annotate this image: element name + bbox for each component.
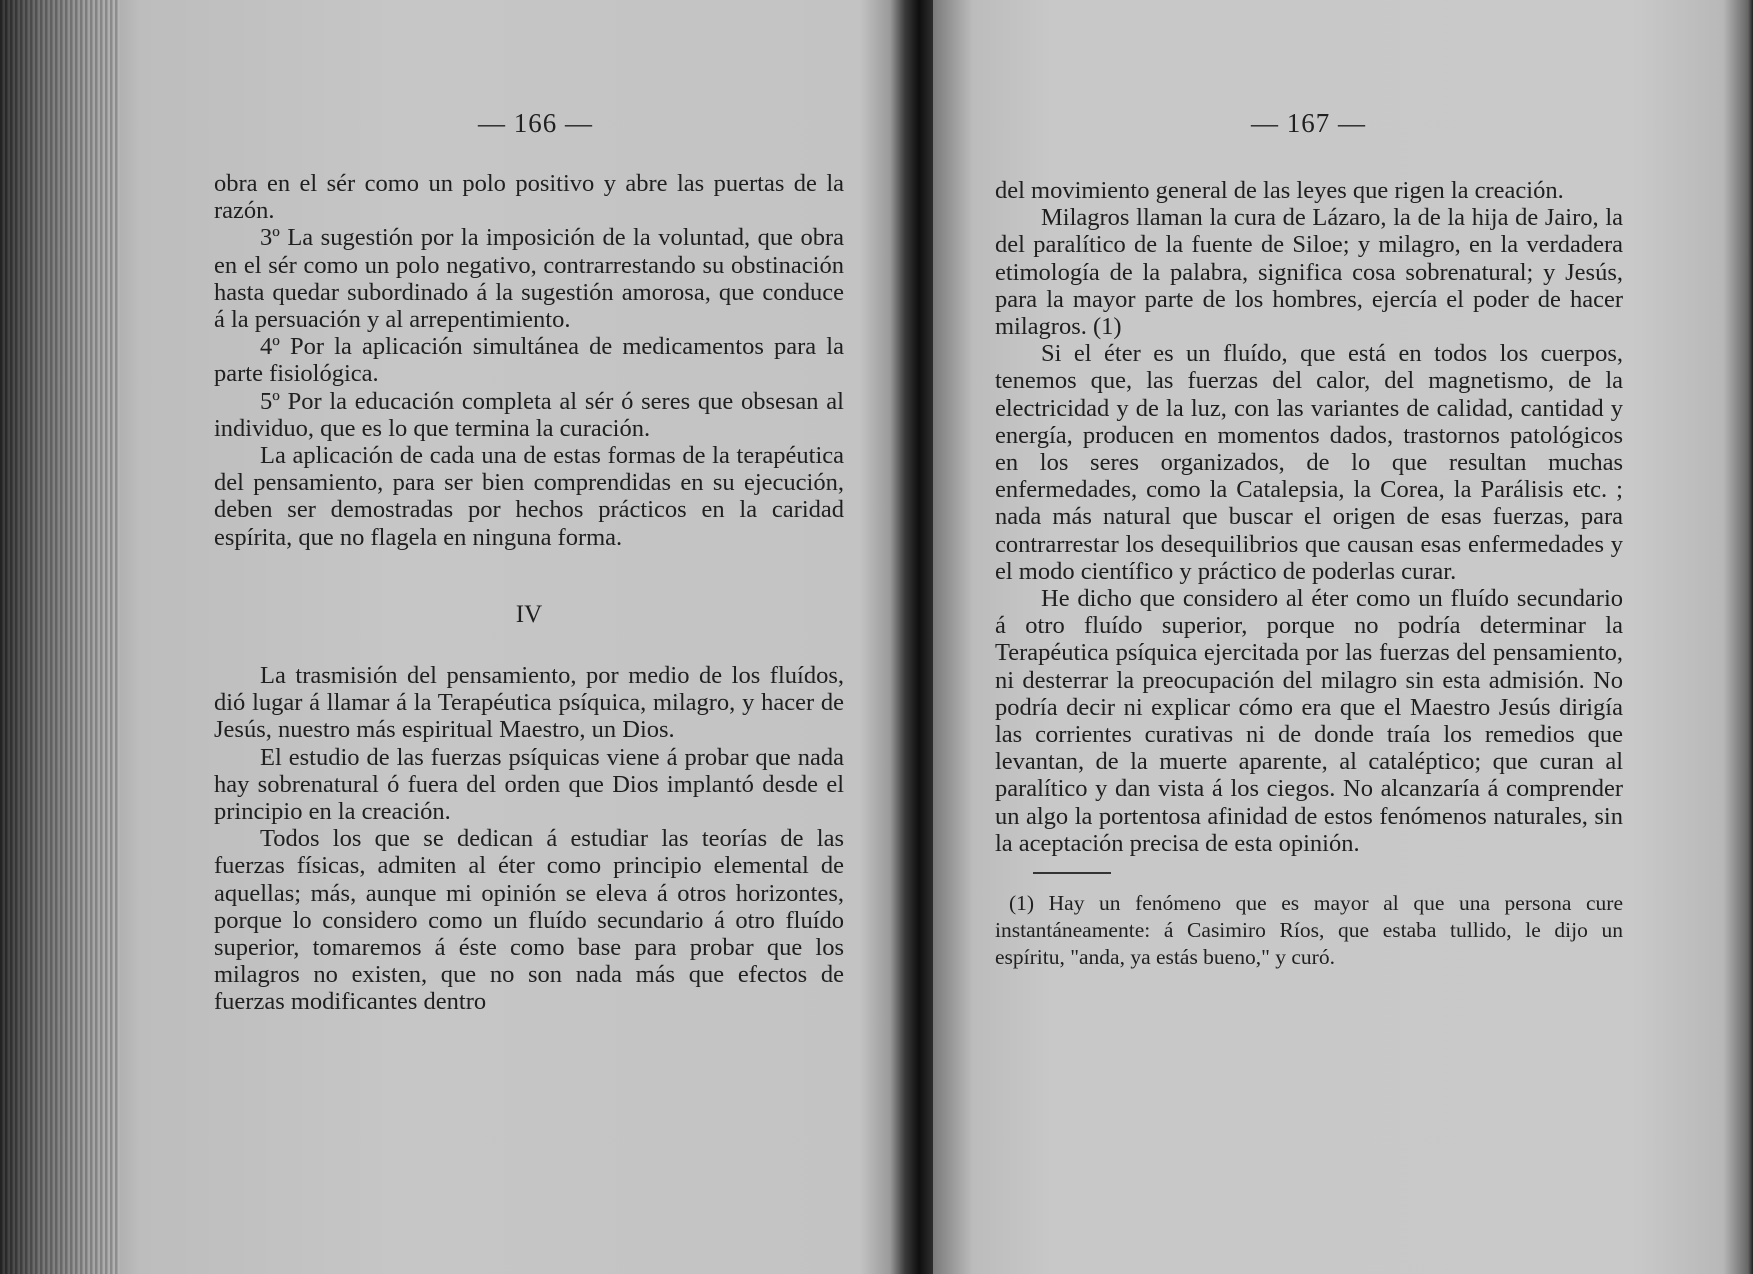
paragraph: He dicho que considero al éter como un fluído secundario á otro fluído superior, porque no podría determinar la Terapéutica psíquica ejercitada por las fuerzas del pensamiento, ni desterrar la preocupación del milagro sin esta admisión. No podría decir ni explicar cómo era que el Maestro Jesús dirigía las corrientes curativas ni de donde traía los remedios que levantan, de la muerte aparente, al cataléptico; que curan al paralítico y dan vista á los ciegos. No alcanzaría á comprender un algo la portentosa afinidad de estos fenómenos naturales, sin la aceptación precisa de esta opinión. <box>995 585 1623 857</box>
paragraph: La trasmisión del pensamiento, por medio de los fluídos, dió lugar á llamar á la Terapéutica psíquica, milagro, y hacer de Jesús, nuestro más espiritual Maestro, un Dios. <box>214 662 844 744</box>
paragraph: 5º Por la educación completa al sér ó seres que obsesan al individuo, que es lo que termina la curación. <box>214 387 844 442</box>
paragraph: del movimiento general de las leyes que rigen la creación. <box>995 177 1564 204</box>
paragraph: 3º La sugestión por la imposición de la voluntad, que obra en el sér como un polo negativo, contrarrestando su obstinación hasta quedar subordinado á la sugestión amorosa, que conduce á la persuación y al arrepentimiento. <box>214 224 844 334</box>
paragraph: Todos los que se dedican á estudiar las teorías de las fuerzas físicas, admiten al éter como principio elemental de aquellas; más, aunque mi opinión se eleva á otros horizontes, porque lo considero como un fluído secundario á otro fluído superior, tomaremos á éste como base para probar que los milagros no existen, que no son nada más que efectos de fuerzas modificantes dentro <box>214 825 844 1016</box>
left-page-text <box>214 170 844 1016</box>
paragraph: Milagros llaman la cura de Lázaro, la de la hija de Jairo, la del paralítico de la fuente de Siloe; y milagro, en la verdadera etimología de la palabra, significa cosa sobrenatural; y Jesús, para la mayor parte de los hombres, ejercía el poder de hacer milagros. (1) <box>995 204 1623 341</box>
paragraph: El estudio de las fuerzas psíquicas viene á probar que nada hay sobrenatural ó fuera del orden que Dios implantó desde el principio en la creación. <box>214 743 844 826</box>
right-page-text <box>995 177 1623 971</box>
footnote <box>995 890 1623 971</box>
paragraph: La aplicación de cada una de estas formas de la terapéutica del pensamiento, para ser bien comprendidas en su ejecución, deben ser demostradas por hechos prácticos en la caridad espírita, que no flagela en ninguna forma. <box>214 442 844 551</box>
book-gutter <box>905 0 933 1274</box>
paragraph: Si el éter es un fluído, que está en todos los cuerpos, tenemos que, las fuerzas del calor, del magnetismo, de la electricidad y de la luz, con las variantes de calidad, cantidad y energía, producen en momentos dados, trastornos patológicos en los seres organizados, de lo que resultan muchas enfermedades, como la Catalepsia, la Corea, la Parálisis etc. ; nada más natural que buscar el origen de esas fuerzas, para contrarrestar los desequilibrios que causan esas enfermedades y el modo científico y práctico de poderlas curar. <box>995 340 1623 585</box>
paragraph: 4º Por la aplicación simultánea de medicamentos para la parte fisiológica. <box>214 333 844 388</box>
section-heading: IV <box>515 600 543 628</box>
page-number: — 166 — <box>478 108 593 138</box>
paragraph: obra en el sér como un polo positivo y abre las puertas de la razón. <box>214 170 844 225</box>
footnote-divider <box>1033 872 1111 874</box>
page-edges <box>0 0 120 1274</box>
right-page <box>933 0 1753 1274</box>
footnote-text: (1) Hay un fenómeno que es mayor al que una persona cure instantáneamente: á Casimiro Ríos, que estaba tullido, le dijo un espíritu, "anda, ya estás bueno," y curó. <box>995 891 1623 970</box>
page-number: — 167 — <box>1251 108 1366 138</box>
